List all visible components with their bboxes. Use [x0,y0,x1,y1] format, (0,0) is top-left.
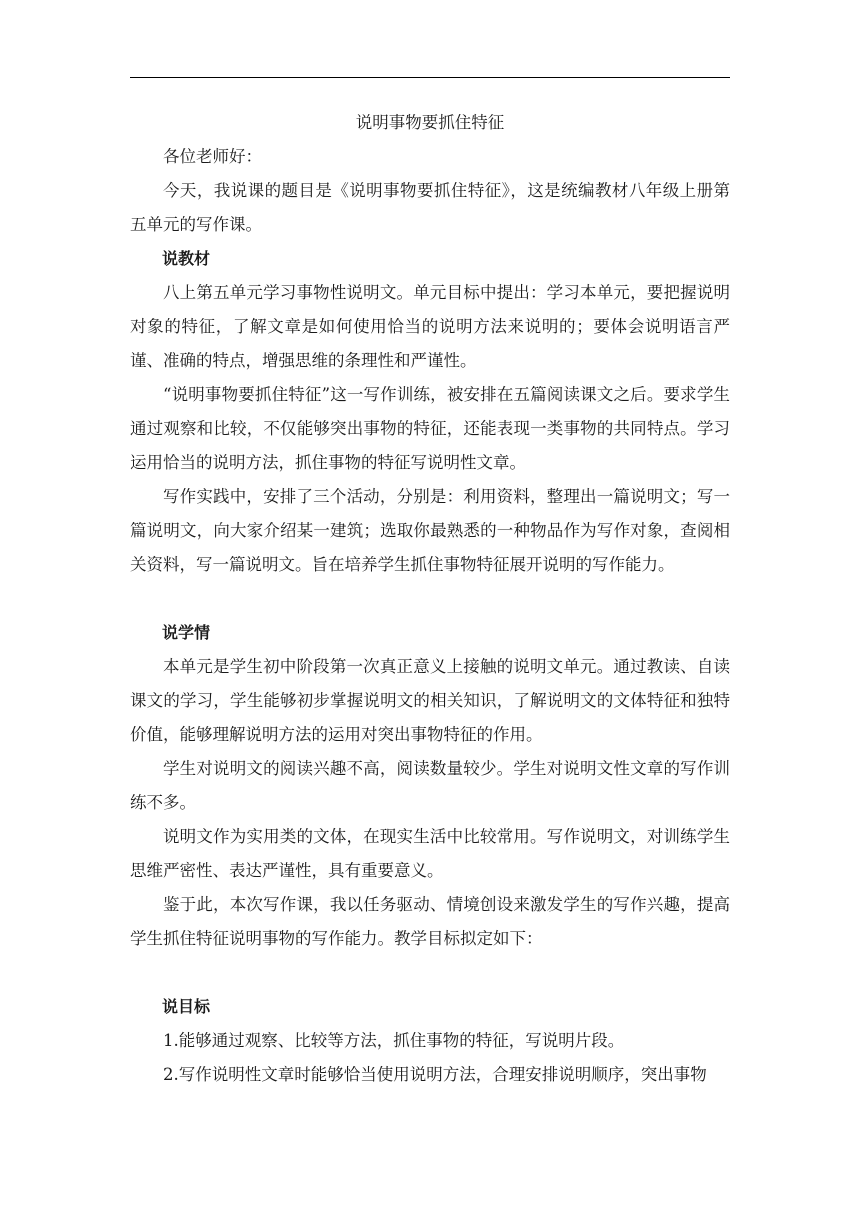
students-paragraph-4: 鉴于此，本次写作课，我以任务驱动、情境创设来激发学生的写作兴趣，提高学生抓住特征说明事物的写作能力。教学目标拟定如下： [130,895,730,948]
section-spacer [130,582,730,616]
header-rule [130,77,730,78]
greeting: 各位老师好： [163,147,262,166]
textbook-paragraph-2: “说明事物要抓住特征”这一写作训练，被安排在五篇阅读课文之后。要求学生通过观察和比较，不仅能够突出事物的特征，还能表现一类事物的共同特点。学习运用恰当的说明方法，抓住事物的特征写说明性文章。 [130,385,730,472]
section-heading-goals: 说目标 [162,997,211,1016]
textbook-paragraph-3: 写作实践中，安排了三个活动，分别是：利用资料，整理出一篇说明文；写一篇说明文，向大家介绍某一建筑；选取你最熟悉的一种物品作为写作对象，查阅相关资料，写一篇说明文。旨在培养学生抓住事物特征展开说明的写作能力。 [130,487,730,574]
students-paragraph-1: 本单元是学生初中阶段第一次真正意义上接触的说明文单元。通过教读、自读课文的学习，学生能够初步掌握说明文的相关知识，了解说明文的文体特征和独特价值，能够理解说明方法的运用对突出事物特征的作用。 [130,657,730,744]
intro-paragraph: 今天，我说课的题目是《说明事物要抓住特征》，这是统编教材八年级上册第五单元的写作课。 [130,181,730,234]
section-heading-textbook: 说教材 [162,249,211,268]
document-title: 说明事物要抓住特征 [355,113,505,132]
students-paragraph-2: 学生对说明文的阅读兴趣不高，阅读数量较少。学生对说明文性文章的写作训练不多。 [130,759,730,812]
goal-item-1: 1.能够通过观察、比较等方法，抓住事物的特征，写说明片段。 [163,1031,625,1050]
textbook-paragraph-1: 八上第五单元学习事物性说明文。单元目标中提出：学习本单元，要把握说明对象的特征，了解文章是如何使用恰当的说明方法来说明的；要体会说明语言严谨、准确的特点，增强思维的条理性和严谨性。 [130,283,730,370]
document-body [130,106,730,1092]
section-spacer [130,956,730,990]
goal-item-2: 2.写作说明性文章时能够恰当使用说明方法，合理安排说明顺序，突出事物 [163,1065,707,1084]
students-paragraph-3: 说明文作为实用类的文体，在现实生活中比较常用。写作说明文，对训练学生思维严密性、表达严谨性，具有重要意义。 [130,827,730,880]
section-heading-students: 说学情 [162,623,211,642]
